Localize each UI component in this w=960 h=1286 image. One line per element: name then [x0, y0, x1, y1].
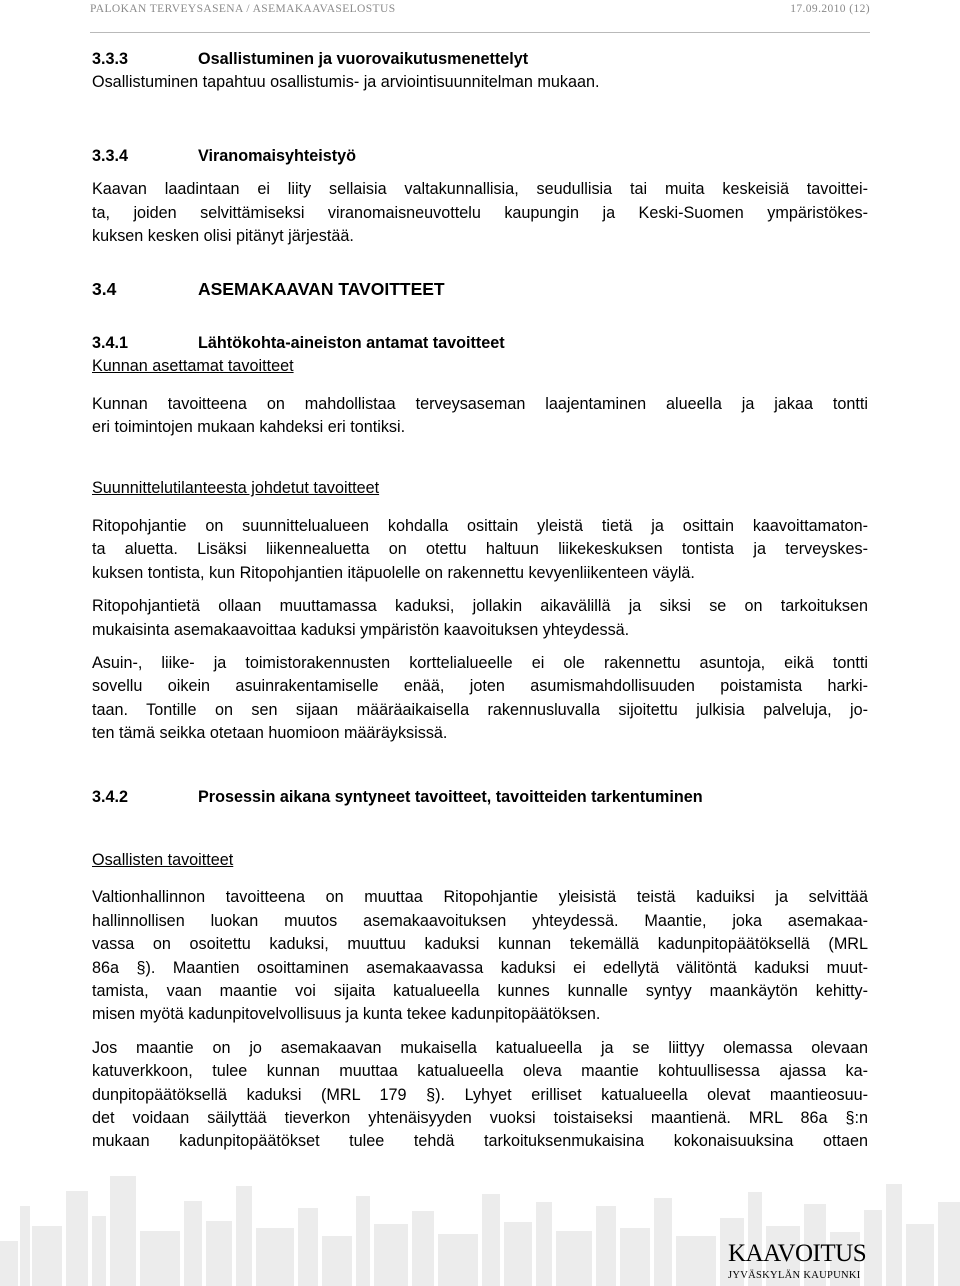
section-heading-3-3-3 [92, 48, 868, 71]
page-header [90, 0, 870, 33]
section-title: ASEMAKAAVAN TAVOITTEET [198, 279, 445, 300]
text-line: katuverkkoon, tulee kunnan muuttaa katualueella oleva maantie kohtuullisessa ajassa ka- [92, 1062, 868, 1081]
text-line: Asuin-, liike- ja toimistorakennusten korttelialueelle ei ole rakennettu asuntoja, eikä tontti [92, 653, 868, 672]
section-title: Lähtökohta-aineiston antamat tavoitteet [198, 333, 505, 352]
header-date-page: 17.09.2010 (12) [790, 3, 870, 15]
text-line: ta, joiden selvittämiseksi viranomaisneuvottelu kaupungin ja Keski-Suomen ympäristökes- [92, 203, 868, 222]
text-line: det voidaan säilyttää tieverkon yhtenäisyyden vuoksi toistaiseksi maantienä. MRL 86a §:n [92, 1109, 868, 1127]
text-line: kuksen tontista, kun Ritopohjantien itäpuolelle on rakennettu kevyenliikenteen väylä. [92, 563, 695, 582]
text-line: 86a §). Maantien osoittaminen asemakaavassa kaduksi ei edellytä välitöntä kaduksi muut- [92, 958, 868, 977]
text-line: Kunnan tavoitteena on mahdollistaa terveysaseman laajentaminen alueella ja jakaa tontti [92, 394, 868, 413]
paragraph [92, 178, 868, 248]
text-line: Valtionhallinnon tavoitteena on muuttaa Ritopohjantie yleisistä teistä kaduiksi ja selvittää [92, 888, 868, 907]
kaavoitus-logo [728, 1241, 866, 1281]
paragraph [92, 393, 868, 440]
section-heading-3-3-4 [92, 145, 868, 168]
section-number: 3.4.2 [92, 787, 129, 806]
text-line: eri toimintojen mukaan kahdeksi eri tontiksi. [92, 418, 406, 437]
document-body [92, 48, 868, 1154]
subheading: Osallisten tavoitteet [92, 850, 234, 869]
text-line: taan. Tontille on sen sijaan määräaikaisella rakennusluvalla sijoitettu julkisia palveluja, jo- [92, 700, 868, 719]
paragraph [92, 595, 868, 642]
section-title: Prosessin aikana syntyneet tavoitteet, tavoitteiden tarkentuminen [198, 787, 703, 806]
text-line: ten tämä seikka otetaan huomioon määräyksissä. [92, 724, 448, 743]
paragraph [92, 1037, 868, 1154]
text-line: Ritopohjantie on suunnittelualueen kohdalla osittain yleistä tietä ja osittain kaavoittamaton- [92, 516, 868, 535]
text-line: Jos maantie on jo asemakaavan mukaisella katualueella ja se liittyy olemassa olevaan [92, 1038, 868, 1057]
text-line: ta aluetta. Lisäksi liikennealuetta on otettu haltuun liikekeskuksen tontista ja terveyskes- [92, 540, 868, 559]
paragraph: Osallistuminen tapahtuu osallistumis- ja arviointisuunnitelman mukaan. [92, 73, 600, 92]
text-line: sovellu oikein asuinrakentamiselle enää, joten asumismahdollisuuden poistamista harki- [92, 677, 868, 696]
section-number: 3.4.1 [92, 333, 129, 352]
text-line: vassa on osoitettu kaduksi, muuttuu kaduksi kunnan tekemällä kadunpitopäätöksellä (MRL [92, 935, 868, 954]
section-heading-3-4 [92, 278, 868, 301]
text-line: Ritopohjantietä ollaan muuttamassa kaduksi, jollakin aikavälillä ja siksi se on tarkoituksen [92, 597, 868, 616]
text-line: misen myötä kadunpitovelvollisuus ja kunta tekee kadunpitopäätöksen. [92, 1005, 601, 1024]
text-line: kuksen kesken olisi pitänyt järjestää. [92, 227, 354, 246]
section-title: Viranomaisyhteistyö [198, 146, 357, 165]
section-number: 3.3.4 [92, 146, 129, 165]
text-line: hallinnollisen luokan muutos asemakaavoituksen yhteydessä. Maantie, joka asemakaa- [92, 911, 868, 930]
logo-wordmark: KAAVOITUS [728, 1240, 867, 1267]
section-heading-3-4-2 [92, 786, 868, 809]
subheading: Suunnittelutilanteesta johdetut tavoitteet [92, 479, 380, 498]
paragraph [92, 886, 868, 1026]
section-number: 3.4 [92, 279, 117, 300]
text-line: Kaavan laadintaan ei liity sellaisia valtakunnallisia, seudullisia tai muita keskeisiä tavoittei- [92, 180, 868, 199]
subheading: Kunnan asettamat tavoitteet [92, 357, 294, 376]
paragraph [92, 515, 868, 585]
text-line: dunpitopäätöksellä kaduksi (MRL 179 §). Lyhyet erilliset katualueella olevat maantieosuu- [92, 1085, 868, 1104]
header-document-title: PALOKAN TERVEYSASENA / ASEMAKAAVASELOSTUS [90, 3, 396, 15]
paragraph [92, 652, 868, 746]
logo-subtitle: JYVÄSKYLÄN KAUPUNKI [728, 1270, 861, 1281]
section-number: 3.3.3 [92, 50, 129, 68]
text-line: mukaan kadunpitopäätökset tulee tehdä tarkoituksenmukaisina kokonaisuuksina ottaen [92, 1132, 868, 1151]
text-line: tamista, vaan maantie voi sijaita katualueella kunnes kunnalle syntyy maankäytön kehitty- [92, 981, 868, 1000]
text-line: mukaisinta asemakaavoittaa kaduksi ympäristön kaavoituksen yhteydessä. [92, 620, 630, 639]
section-heading-3-4-1 [92, 332, 868, 355]
section-title: Osallistuminen ja vuorovaikutusmenettelyt [198, 50, 529, 68]
